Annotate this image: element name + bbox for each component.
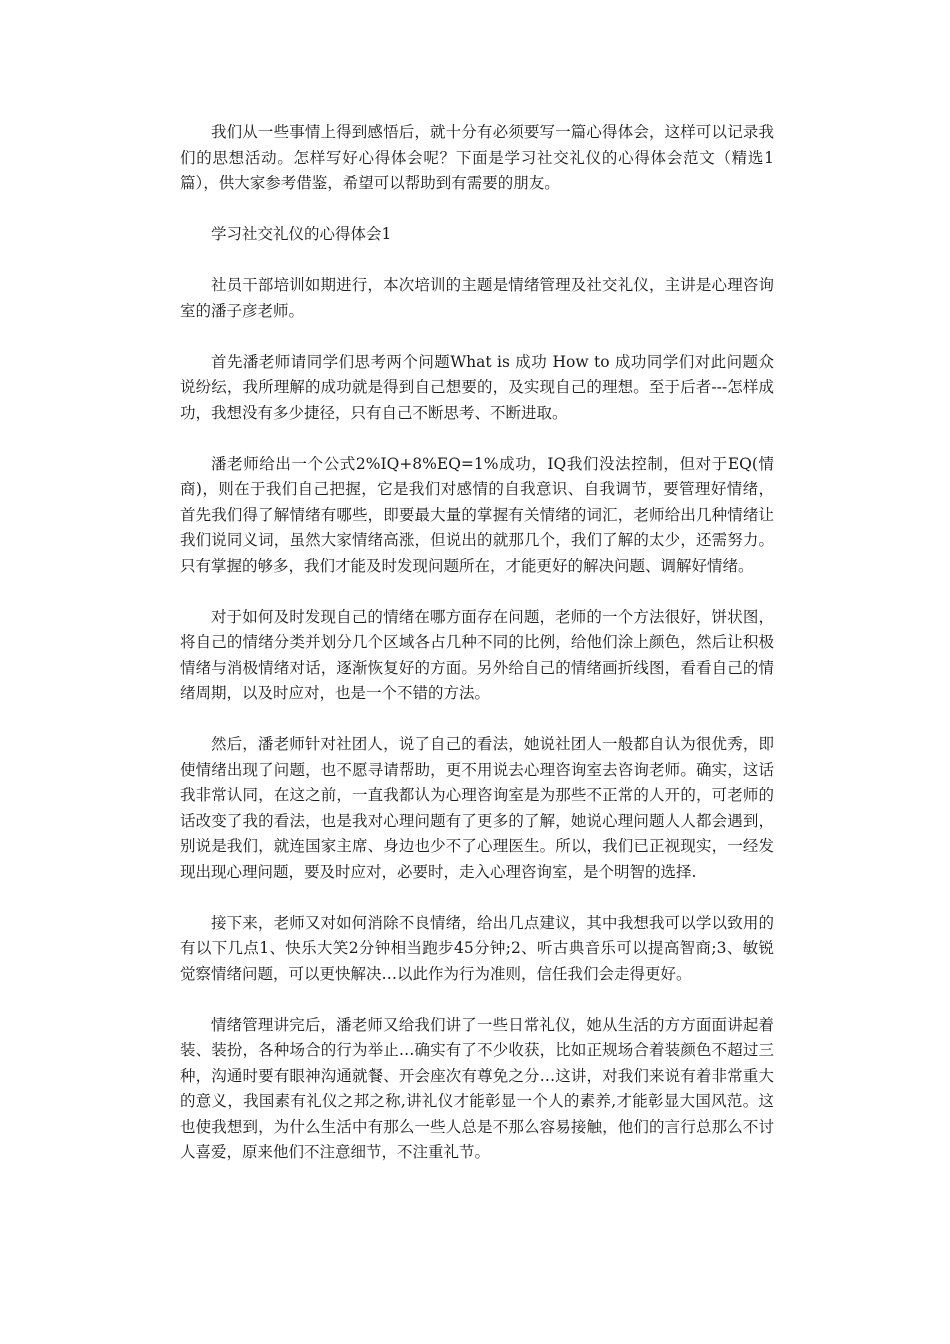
- body-paragraph-1: 社员干部培训如期进行，本次培训的主题是情绪管理及社交礼仪，主讲是心理咨询室的潘子彦老师。: [180, 276, 774, 320]
- section-title: 学习社交礼仪的心得体会1: [211, 225, 392, 243]
- document-body: [180, 120, 774, 1191]
- body-paragraph-7: 情绪管理讲完后，潘老师又给我们讲了一些日常礼仪，她从生活的方方面面讲起着装、装扮，各种场合的行为举止…确实有了不少收获，比如正规场合着装颜色不超过三种，沟通时要有眼神沟通就餐、开会座次有尊免之分…这讲，对我们来说有着非常重大的意义，我国素有礼仪之邦之称,讲礼仪才能彰显一个人的素养,才能彰显大国风范。这也使我想到，为什么生活中有那么一些人总是不那么容易接触，他们的言行总那么不讨人喜爱，原来他们不注意细节，不注重礼节。: [180, 1015, 774, 1161]
- body-paragraph-4: 对于如何及时发现自己的情绪在哪方面存在问题，老师的一个方法很好，饼状图，将自己的情绪分类并划分几个区域各占几种不同的比例，给他们涂上颜色，然后让积极情绪与消极情绪对话，逐渐恢复好的方面。另外给自己的情绪画折线图，看看自己的情绪周期，以及时应对，也是一个不错的方法。: [180, 607, 774, 702]
- body-paragraph-3: 潘老师给出一个公式2%IQ+8%EQ=1%成功，IQ我们没法控制，但对于EQ(情商)，则在于我们自己把握，它是我们对感情的自我意识、自我调节，要管理好情绪，首先我们得了解情绪有哪些，即要最大量的掌握有关情绪的词汇，老师给出几种情绪让我们说同义词，虽然大家情绪高涨，但说出的就那几个，我们了解的太少，还需努力。只有掌握的够多，我们才能及时发现问题所在，才能更好的解决问题、调解好情绪。: [180, 454, 774, 575]
- body-paragraph-2: 首先潘老师请同学们思考两个问题What is 成功 How to 成功同学们对此问题众说纷纭，我所理解的成功就是得到自己想要的，及实现自己的理想。至于后者---怎样成功，我想没有多少捷径，只有自己不断思考、不断进取。: [180, 352, 774, 422]
- body-paragraph-6: 接下来，老师又对如何消除不良情绪，给出几点建议，其中我想我可以学以致用的有以下几点1、快乐大笑2分钟相当跑步45分钟;2、听古典音乐可以提高智商;3、敏锐觉察情绪问题，可以更快解决…以此作为行为准则，信任我们会走得更好。: [180, 913, 774, 983]
- body-paragraph-5: 然后，潘老师针对社团人，说了自己的看法，她说社团人一般都自认为很优秀，即使情绪出现了问题，也不愿寻请帮助，更不用说去心理咨询室去咨询老师。确实，这话我非常认同，在这之前，一直我都认为心理咨询室是为那些不正常的人开的，可老师的话改变了我的看法，也是我对心理问题有了更多的了解，她说心理问题人人都会遇到，别说是我们，就连国家主席、身边也少不了心理医生。所以，我们已正视现实，一经发现出现心理问题，要及时应对，必要时，走入心理咨询室，是个明智的选择.: [180, 735, 774, 881]
- intro-paragraph: 我们从一些事情上得到感悟后，就十分有必须要写一篇心得体会，这样可以记录我们的思想活动。怎样写好心得体会呢？下面是学习社交礼仪的心得体会范文（精选1篇），供大家参考借鉴，希望可以帮助到有需要的朋友。: [180, 123, 774, 192]
